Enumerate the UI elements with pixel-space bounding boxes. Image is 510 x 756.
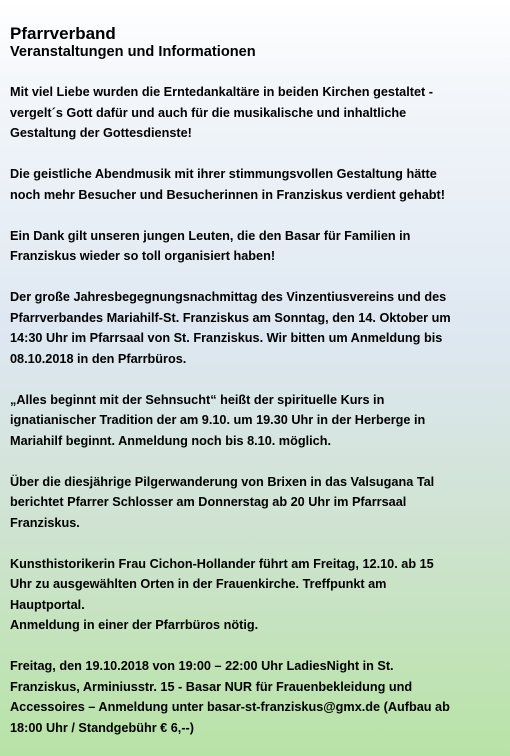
text-line: Mit viel Liebe wurden die Erntedankaltäre in beiden Kirchen gestaltet - [10, 85, 434, 99]
text-line: „Alles beginnt mit der Sehnsucht“ heißt der spirituelle Kurs in [10, 392, 385, 407]
paragraph-spiritueller-kurs [10, 390, 496, 452]
text-line: 14:30 Uhr im Pfarrsaal von St. Franziskus. Wir bitten um Anmeldung bis [10, 331, 443, 345]
text-line: 08.10.2018 in den Pfarrbüros. [10, 351, 187, 366]
text-line: Die geistliche Abendmusik mit ihrer stimmungsvollen Gestaltung hätte [10, 167, 437, 181]
text-line: Über die diesjährige Pilgerwanderung von Brixen in das Valsugana Tal [10, 474, 435, 489]
text-line: Franziskus, Arminiusstr. 15 - Basar NUR für Frauenbekleidung und [10, 679, 413, 694]
text-line: Uhr zu ausgewählten Orten in der Frauenkirche. Treffpunkt am [10, 577, 387, 591]
text-line: 18:00 Uhr / Standgebühr € 6,--) [10, 720, 194, 735]
text-line: Ein Dank gilt unseren jungen Leuten, die den Basar für Familien in [10, 228, 411, 243]
paragraph-frauenkirche [10, 554, 496, 636]
paragraph-jahresbegegnung [10, 287, 496, 369]
text-line: Pfarrverbandes Mariahilf-St. Franziskus am Sonntag, den 14. Oktober um [10, 310, 451, 325]
paragraph-pilgerwanderung [10, 472, 496, 534]
page-subtitle: Veranstaltungen und Informationen [10, 44, 256, 60]
paragraph-basar-dank [10, 226, 496, 267]
paragraph-erntedank [10, 82, 496, 144]
paragraph-ladiesnight [10, 656, 496, 738]
text-line: Mariahilf beginnt. Anmeldung noch bis 8.10. möglich. [10, 433, 331, 448]
text-line: Gestaltung der Gottesdienste! [10, 126, 192, 140]
text-line: Anmeldung in einer der Pfarrbüros nötig. [10, 618, 259, 632]
text-line: Franziskus. [10, 515, 80, 530]
text-line: Freitag, den 19.10.2018 von 19:00 – 22:00 Uhr LadiesNight in St. [10, 659, 394, 673]
text-line: Der große Jahresbegegnungsnachmittag des Vinzentiusvereins und des [10, 290, 447, 304]
text-line: vergelt´s Gott dafür und auch für die musikalische und inhaltliche [10, 105, 407, 120]
text-line: berichtet Pfarrer Schlosser am Donnerstag ab 20 Uhr im Pfarrsaal [10, 495, 407, 509]
text-line: Kunsthistorikerin Frau Cichon-Hollander führt am Freitag, 12.10. ab 15 [10, 556, 434, 571]
text-line: Franziskus wieder so toll organisiert haben! [10, 249, 276, 263]
text-line: ignatianischer Tradition der am 9.10. um 19.30 Uhr in der Herberge in [10, 413, 426, 427]
page-title: Pfarrverband [10, 24, 116, 43]
text-line: noch mehr Besucher und Besucherinnen in Franziskus verdient gehabt! [10, 187, 445, 202]
paragraph-abendmusik [10, 164, 496, 205]
text-line: Hauptportal. [10, 597, 85, 612]
text-line: Accessoires – Anmeldung unter basar-st-franziskus@gmx.de (Aufbau ab [10, 700, 450, 714]
